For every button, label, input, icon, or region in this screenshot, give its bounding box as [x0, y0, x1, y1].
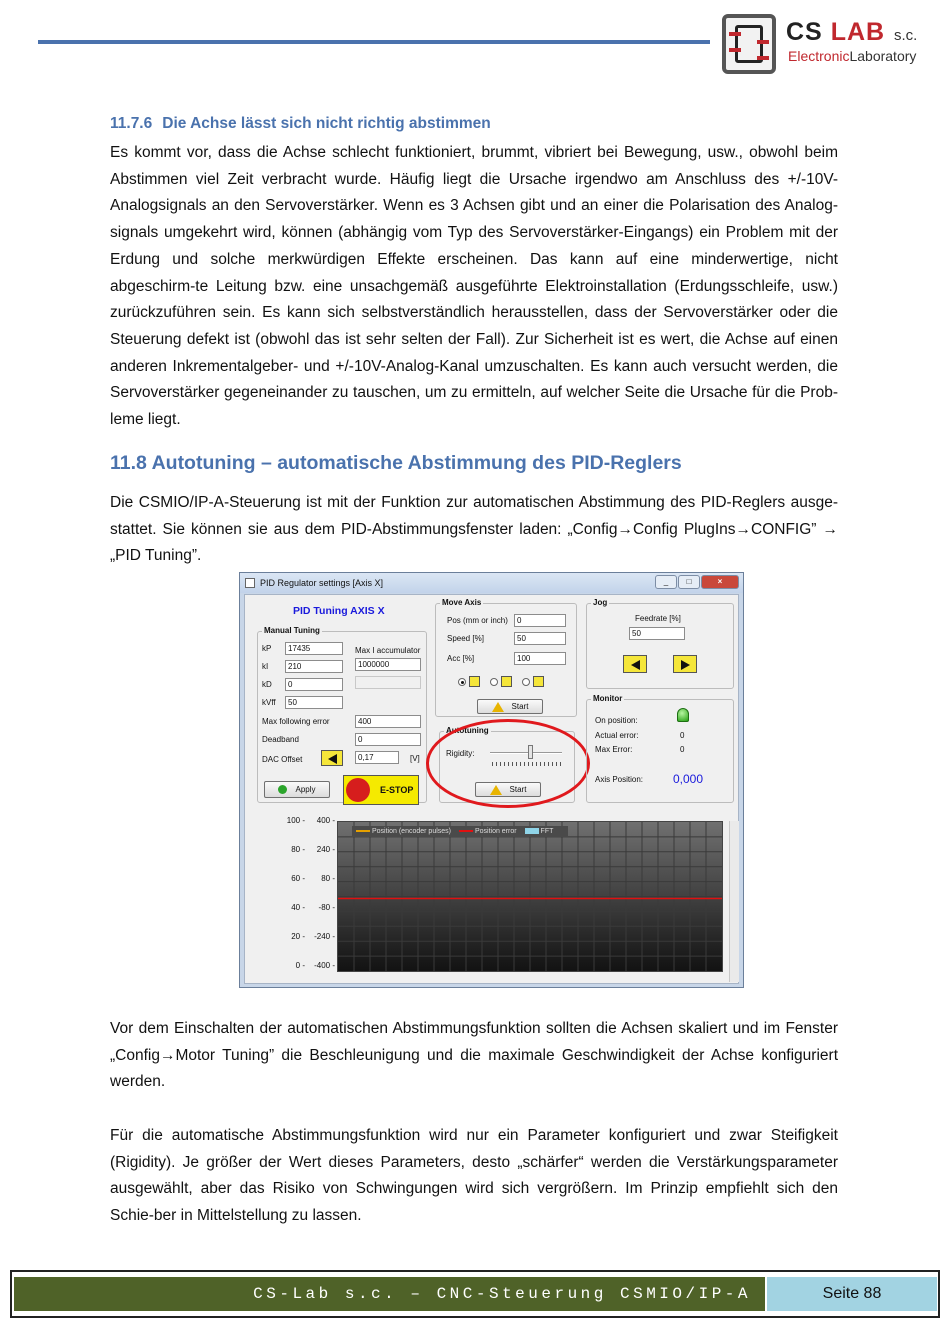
- logo-suffix: s.c.: [894, 27, 918, 44]
- ki-input[interactable]: 210: [285, 660, 343, 673]
- jog-right-button[interactable]: [673, 655, 697, 673]
- plot-legend: [352, 826, 568, 837]
- actual-error-label: Actual error:: [595, 731, 639, 740]
- deadband-input[interactable]: 0: [355, 733, 421, 746]
- max-following-error-label: Max following error: [262, 717, 330, 726]
- move-axis-legend: Move Axis: [442, 598, 482, 607]
- left-axis-tick: 100 -: [286, 816, 305, 825]
- window-app-icon: [245, 578, 255, 588]
- move-forward-icon: [469, 676, 480, 687]
- right-axis-tick: 400 -: [316, 816, 335, 825]
- monitor-legend: Monitor: [593, 694, 623, 703]
- move-start-button[interactable]: Start: [477, 699, 543, 714]
- section-heading-11-8: 11.8 Autotuning – automatische Abstimmung des PID-Reglers: [110, 452, 682, 474]
- right-axis-tick: -400 -: [314, 961, 335, 970]
- pid-settings-window: [239, 572, 744, 988]
- plot-scrollbar[interactable]: [729, 821, 739, 982]
- pos-label: Pos (mm or inch): [447, 616, 508, 625]
- arrow-left-icon: [631, 660, 640, 670]
- acc-label: Acc [%]: [447, 654, 475, 663]
- dac-offset-input[interactable]: 0,17: [355, 751, 399, 764]
- legend-position: Position (encoder pulses): [372, 828, 451, 835]
- logo-chip-icon: [722, 14, 776, 74]
- warning-icon: [492, 702, 504, 712]
- dac-decrease-button[interactable]: [321, 750, 343, 766]
- paragraph-autotuning-intro: Die CSMIO/IP-A-Steuerung ist mit der Funktion zur automatischen Abstimmung des PID-Reglers ausge-stattet. Sie können sie aus dem PID-Abstimmungsfenster laden: „Config→Config PlugIns→CONFIG” → „PID Tuning”.: [110, 494, 838, 565]
- ki-label: kI: [262, 662, 269, 671]
- pid-heading: PID Tuning AXIS X: [293, 605, 385, 617]
- kp-label: kP: [262, 644, 272, 653]
- dac-offset-label: DAC Offset: [262, 755, 303, 764]
- highlight-circle: [426, 719, 590, 808]
- max-following-error-input[interactable]: 400: [355, 715, 421, 728]
- window-titlebar: [240, 573, 743, 593]
- kvff-input[interactable]: 50: [285, 696, 343, 709]
- position-plot: [337, 821, 723, 972]
- kd-label: kD: [262, 680, 272, 689]
- legend-fft: FFT: [540, 828, 554, 835]
- max-error-label: Max Error:: [595, 745, 633, 754]
- paragraph-axis-tuning-problem: Es kommt vor, dass die Achse schlecht funktioniert, brummt, vibriert bei Bewegung, usw., obwohl beim Abstimmen viel Zeit verbracht wurde. Häufig liegt die Ursache irgendwo am Anschluss des +/-10V-Analogsignals an den Servoverstärker. Wenn es 3 Achsen gibt und an einer die Polarisation des Analog-signals umgekehrt wird, können (abhängig vom Typ des Servoverstärker-Eingangs) ein Problem mit der Erdung und solche merkwürdigen Effekte erscheinen. Das kann auf eine minderwertige, nicht abgeschirm-te Leitung bzw. eine unsachgemäß ausgeführte Elektroinstallation (Erdungsschleife, usw.) zurückzuführen sein. Es kann sich selbstverständlich herausstellen, dass der Servoverstärker oder die Steuerung defekt ist (obwohl das ist sehr selten der Fall). Zur Sicherheit ist es wert, die Achse auf einen anderen Inkrementalgeber- und +/-10V-Analog-Kanal umzuschalten. Es kann auch versucht werden, die Servoverstärker gegeneinander zu tauschen, um zu ermitteln, auf welcher Seite die Ursache für die Prob-leme liegt.: [110, 144, 838, 429]
- pos-input[interactable]: 0: [514, 614, 566, 627]
- on-position-label: On position:: [595, 716, 638, 725]
- jog-left-button[interactable]: [623, 655, 647, 673]
- speed-input[interactable]: 50: [514, 632, 566, 645]
- window-body: [244, 594, 739, 984]
- plot-grid: [338, 822, 722, 971]
- right-axis-tick: 80 -: [321, 874, 335, 883]
- estop-button[interactable]: E-STOP: [343, 775, 419, 805]
- max-error-value: 0: [680, 745, 685, 754]
- section-heading-11-7-6: 11.7.6 Die Achse lässt sich nicht richtig abstimmen: [110, 115, 491, 132]
- page-number: Seite 88: [767, 1277, 937, 1311]
- stop-hand-icon: [346, 778, 370, 802]
- dac-unit: [V]: [410, 754, 420, 763]
- left-axis-tick: 0 -: [295, 961, 305, 970]
- legend-swatch-position: [356, 830, 370, 832]
- disabled-field: [355, 676, 421, 689]
- actual-error-value: 0: [680, 731, 685, 740]
- logo-tagline: ElectronicLaboratory: [788, 48, 917, 64]
- footer-title: CS-Lab s.c. – CNC-Steuerung CSMIO/IP-A: [14, 1277, 765, 1311]
- move-mode-radio-2[interactable]: [490, 678, 498, 686]
- move-back-forth-icon: [501, 676, 512, 687]
- minimize-button[interactable]: _: [655, 575, 677, 589]
- apply-button[interactable]: Apply: [264, 781, 330, 798]
- right-axis-tick: 240 -: [316, 845, 335, 854]
- move-cycle-icon: [533, 676, 544, 687]
- right-axis-tick: -80 -: [318, 903, 335, 912]
- paragraph-before-autotuning: Vor dem Einschalten der automatischen Abstimmungsfunktion sollten die Achsen skaliert und im Fenster „Config→Motor Tuning” die Beschleunigung und die maximale Geschwindigkeit der Achse konfiguriert werden.: [110, 1020, 838, 1091]
- move-mode-radio-1[interactable]: [458, 678, 466, 686]
- left-axis-tick: 40 -: [291, 903, 305, 912]
- logo-brand: CS LAB: [786, 18, 886, 46]
- speed-label: Speed [%]: [447, 634, 484, 643]
- autotuning-start-button[interactable]: Start: [475, 782, 541, 797]
- acc-input[interactable]: 100: [514, 652, 566, 665]
- feedrate-label: Feedrate [%]: [635, 614, 681, 623]
- rigidity-label: Rigidity:: [446, 749, 475, 758]
- max-accumulator-input[interactable]: 1000000: [355, 658, 421, 671]
- kvff-label: kVff: [262, 698, 276, 707]
- right-axis-tick: -240 -: [314, 932, 335, 941]
- axis-position-value: 0,000: [673, 772, 704, 786]
- jog-legend: Jog: [593, 598, 608, 607]
- autotuning-legend: Autotuning: [446, 726, 489, 735]
- max-accumulator-label: Max I accumulator: [355, 646, 421, 655]
- move-mode-radio-3[interactable]: [522, 678, 530, 686]
- check-icon: [278, 785, 287, 794]
- left-axis-tick: 80 -: [291, 845, 305, 854]
- feedrate-input[interactable]: 50: [629, 627, 685, 640]
- manual-tuning-legend: Manual Tuning: [264, 626, 320, 635]
- axis-position-label: Axis Position:: [595, 775, 644, 784]
- header-rule: [38, 40, 710, 44]
- left-axis-tick: 60 -: [291, 874, 305, 883]
- cslab-logo: [722, 14, 934, 76]
- kd-input[interactable]: 0: [285, 678, 343, 691]
- paragraph-rigidity: Für die automatische Abstimmungsfunktion wird nur ein Parameter konfiguriert und zwar Steifigkeit (Rigidity). Je größer der Wert dieses Parameters, desto „schärfer“ werden die Verstärkungsparameter ausgewählt, aber das Risiko von Schwingungen wird sich vergrößern. Im Prinzip empfiehlt sich den Schie-ber in Mittelstellung zu lassen.: [110, 1127, 838, 1225]
- page-footer: [10, 1270, 940, 1318]
- close-button[interactable]: ×: [701, 575, 739, 589]
- legend-swatch-fft: [525, 828, 539, 834]
- deadband-label: Deadband: [262, 735, 299, 744]
- on-position-led-icon: [677, 708, 689, 722]
- maximize-button[interactable]: □: [678, 575, 700, 589]
- legend-position-error: Position error: [474, 828, 517, 835]
- left-axis-tick: 20 -: [291, 932, 305, 941]
- legend-swatch-error: [459, 830, 473, 832]
- kp-input[interactable]: 17435: [285, 642, 343, 655]
- window-title: PID Regulator settings [Axis X]: [260, 578, 384, 588]
- arrow-right-icon: [681, 660, 690, 670]
